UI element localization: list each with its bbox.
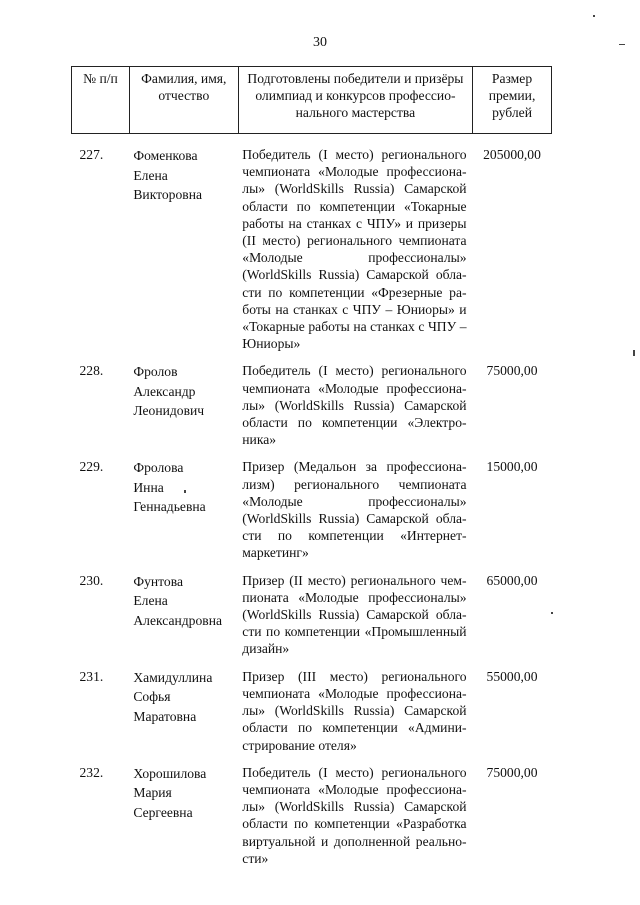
surname: Фоменкова	[133, 148, 198, 163]
row-name	[129, 764, 238, 867]
surname: Фролова	[133, 460, 184, 476]
row-achievement: Призер (III место) регионального чемпионата «Молодые профессиона-лы» (WorldSkills Russia) Самарской области по компетенции «Админи-стрирование отеля»	[242, 668, 467, 753]
row-prize: 205000,00	[483, 147, 541, 162]
surname: Хорошилова	[133, 765, 207, 781]
row-achievement: Победитель (I место) регионального чемпионата «Молодые профессиона-лы» (WorldSkills Russia) Самарской области по компетенции «Электро-ника»	[242, 363, 467, 448]
first-name: Инна	[133, 479, 164, 495]
surname: Фролов	[133, 364, 178, 380]
row-achievement: Победитель (I место) регионального чемпионата «Молодые профессиона-лы» (WorldSkills Russia) Самарской области по компетенции «Токарные работы на станках с ЧПУ» и призеры (II место) регионального чемпионата «Молодые профессионалы» (WorldSkills Russia) Самарской обла-сти по компетенции «Фрезерные ра-боты на станках с ЧПУ – Юниоры» и «Токарные работы на станках с ЧПУ – Юниоры»	[242, 147, 467, 352]
patronymic: Александровна	[133, 612, 223, 628]
row-name	[129, 572, 238, 658]
patronymic: Сергеевна	[133, 804, 193, 820]
first-name: Александр	[133, 383, 196, 399]
scan-speck	[593, 15, 595, 17]
first-name: Елена	[133, 593, 168, 609]
scan-speck	[619, 44, 625, 45]
first-name: Софья	[133, 689, 171, 705]
row-achievement: Победитель (I место) регионального чемпионата «Молодые профессиона-лы» (WorldSkills Russia) Самарской области по компетенции «Разработка виртуальной и дополненной реально-сти»	[242, 764, 467, 866]
patronymic: Геннадьевна	[133, 499, 206, 515]
row-num: 230.	[79, 572, 104, 588]
table-row	[72, 572, 552, 658]
row-achievement: Призер (II место) регионального чем-пионата «Молодые профессионалы» (WorldSkills Russia) Самарской обла-сти по компетенции «Промышленный дизайн»	[242, 572, 467, 657]
row-prize: 65000,00	[486, 572, 538, 588]
row-prize: 75000,00	[486, 764, 538, 780]
scan-speck	[184, 490, 186, 493]
row-prize: 55000,00	[486, 668, 538, 684]
row-num: 231.	[79, 668, 104, 684]
row-prize: 15000,00	[486, 459, 538, 475]
header-name: Фамилия, имя, отчество	[129, 67, 238, 134]
row-num: 228.	[79, 363, 104, 379]
row-num: 232.	[79, 764, 104, 780]
header-num: № п/п	[72, 67, 130, 134]
table-header	[72, 67, 552, 134]
row-name	[129, 362, 238, 448]
patronymic: Маратовна	[133, 708, 197, 724]
scan-speck	[551, 612, 553, 614]
header-achievement: Подготовлены победители и призёры олимпиад и конкурсов профессио-нального мастерства	[238, 67, 472, 134]
patronymic: Леонидович	[133, 403, 205, 419]
row-num: 229.	[79, 459, 104, 475]
table-row	[72, 764, 552, 867]
prize-table	[71, 66, 552, 867]
first-name: Елена	[133, 167, 168, 183]
header-prize: Размер премии, рублей	[473, 67, 552, 134]
row-achievement: Призер (Медальон за профессиона-лизм) регионального чемпионата «Молодые профессионалы» (WorldSkills Russia) Самарской обла-сти по компетенции «Интернет-маркетинг»	[242, 459, 467, 561]
surname: Фунтова	[133, 573, 184, 589]
table-row	[72, 144, 552, 352]
table-row	[72, 458, 552, 561]
surname: Хамидуллина	[133, 669, 213, 685]
patronymic: Викторовна	[133, 187, 203, 202]
table-row	[72, 362, 552, 448]
row-prize: 75000,00	[486, 363, 538, 379]
table-row	[72, 668, 552, 754]
row-name	[129, 668, 238, 754]
first-name: Мария	[133, 785, 172, 801]
scan-speck	[633, 350, 635, 356]
page-number: 30	[313, 35, 327, 50]
row-name	[129, 144, 238, 352]
row-name	[129, 458, 238, 561]
row-num: 227.	[79, 147, 104, 162]
